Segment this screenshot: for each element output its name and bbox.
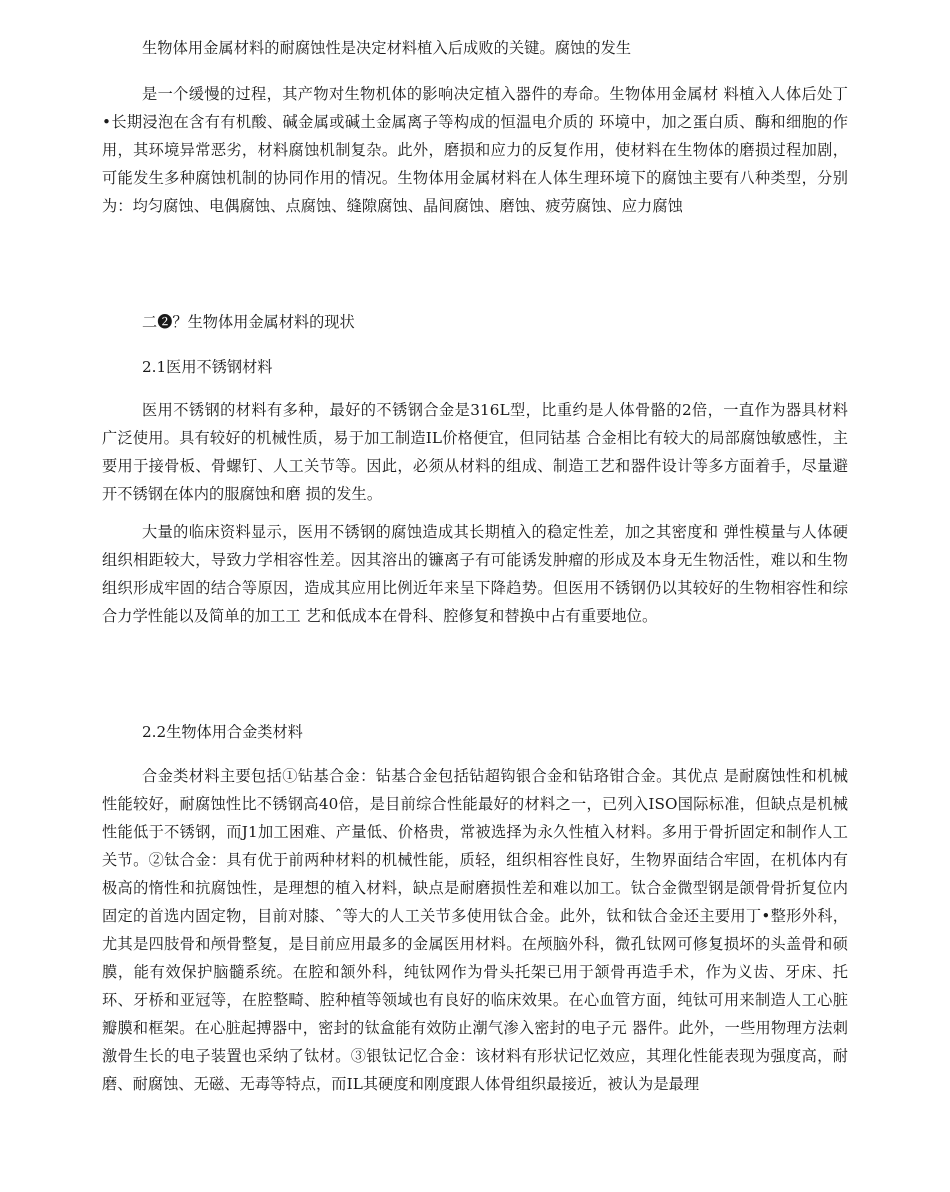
intro-paragraph: 生物体用金属材料的耐腐蚀性是决定材料植入后成败的关键。腐蚀的发生 — [142, 39, 632, 57]
section-2-1-heading: 2.1医用不锈钢材料 — [142, 358, 273, 376]
section-2-heading: 二❷？生物体用金属材料的现状 — [142, 313, 355, 331]
corrosion-paragraph: 是一个缓慢的过程，其产物对生物机体的影响决定植入器件的寿命。生物体用金属材 料植入人体后处丁 •长期浸泡在含有有机酸、碱金属或碱土金属离子等构成的恒温电介质的 环境中，加之蛋白质、酶和细胞的作用，其环境异常恶劣，材料腐蚀机制复杂。此外，磨损和应力的反复作用，使材料在生物体的磨损过程加剧，可能发生多种腐蚀机制的协同作用的情况。生物体用金属材料在人体生理环境下的腐蚀主要有八种类型，分别为：均匀腐蚀、电偶腐蚀、点腐蚀、缝隙腐蚀、晶间腐蚀、磨蚀、疲劳腐蚀、应力腐蚀 — [102, 85, 848, 215]
section-2-2-heading: 2.2生物体用合金类材料 — [142, 723, 303, 741]
stainless-steel-paragraph-2: 大量的临床资料显示，医用不锈钢的腐蚀造成其长期植入的稳定性差，加之其密度和 弹性模量与人体硬组织相距较大，导致力学相容性差。因其溶出的镰离子有可能诱发肿瘤的形成及本身无生物活性，难以和生物组织形成牢固的结合等原因，造成其应用比例近年来呈下降趋势。但医用不锈钢仍以其较好的生物相容性和综合力学性能以及简单的加工工 艺和低成本在骨科、腔修复和替换中占有重要地位。 — [102, 523, 848, 625]
stainless-steel-paragraph-1: 医用不锈钢的材料有多种，最好的不锈钢合金是316L型，比重约是人体骨骼的2倍，一直作为器具材料广泛使用。具有较好的机械性质，易于加工制造IL价格便宜，但同钴基 合金相比有较大的局部腐蚀敏感性，主要用于接骨板、骨螺钉、人工关节等。因此，必须从材料的组成、制造工艺和器件设计等多方面着手，尽量避开不锈钢在体内的服腐蚀和磨 损的发生。 — [102, 401, 848, 503]
alloy-paragraph: 合金类材料主要包括①钻基合金：钻基合金包括钻超钩银合金和钻珞钳合金。其优点 是耐腐蚀性和机械性能较好，耐腐蚀性比不锈钢高40倍，是目前综合性能最好的材料之一，已列入ISO国际标准，但缺点是机械性能低于不锈钢，而J1加工困难、产量低、价格贵，常被选择为永久性植入材料。多用于骨折固定和制作人工关节。②钛合金：具有优于前两种材料的机械性能，质轻，组织相容性良好，生物界面结合牢固，在机体内有极高的惰性和抗腐蚀性，是理想的植入材料，缺点是耐磨损性差和难以加工。钛合金微型钢是颌骨骨折复位内固定的首选内固定物，目前对膝、ˆ等大的人工关节多使用钛合金。此外，钛和钛合金还主要用丁•整形外科，尤其是四肢骨和颅骨整复，是目前应用最多的金属医用材料。在颅脑外科，微孔钛网可修复损坏的头盖骨和硕膜，能有效保护脑髓系统。在腔和颔外科，纯钛网作为骨头托架已用于颔骨再造手术，作为义齿、牙床、托环、牙桥和亚冠等，在腔整畸、腔种植等领域也有良好的临床效果。在心血管方面，纯钛可用来制造人工心脏瓣膜和框架。在心脏起搏器中，密封的钛盒能有效防止潮气渗入密封的电子元 器件。此外，一些用物理方法刺激骨生长的电子装置也采纳了钛材。③银钛记忆合金：该材料有形状记忆效应，其理化性能表现为强度高，耐磨、耐腐蚀、无磁、无毒等特点，而IL其硬度和刚度跟人体骨组织最接近，被认为是最理 — [102, 767, 848, 1093]
